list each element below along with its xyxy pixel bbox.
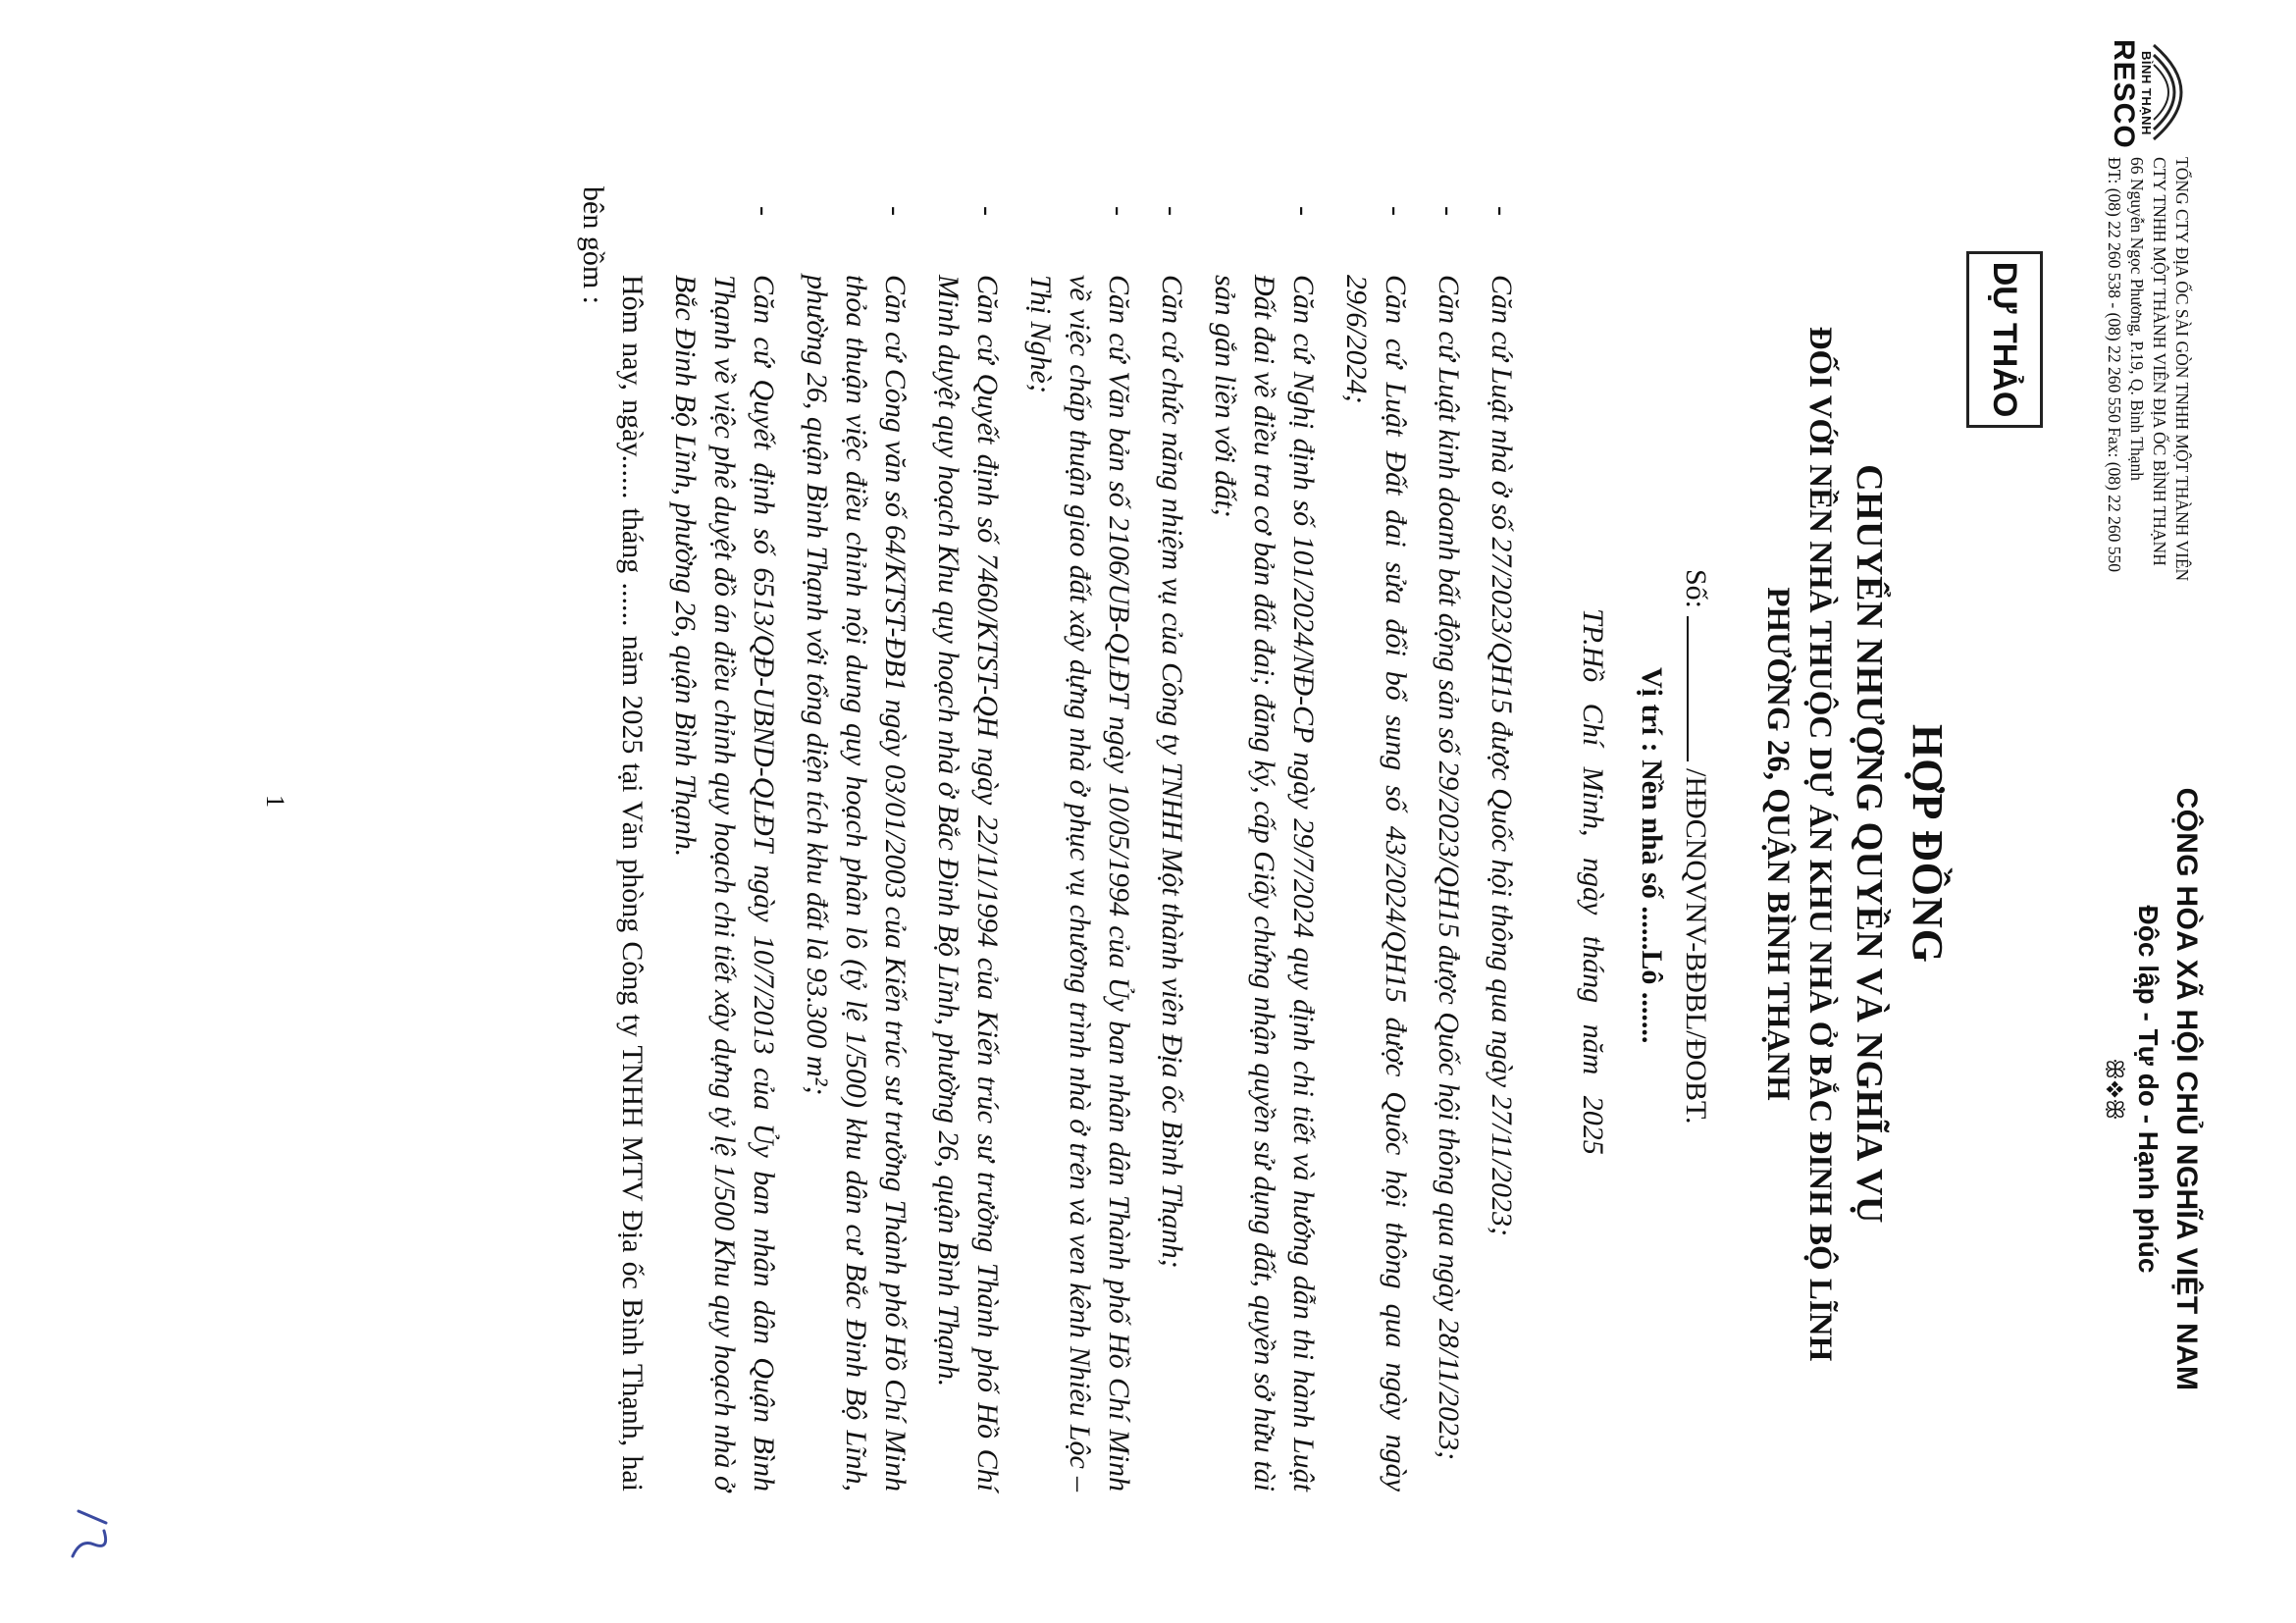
contract-number-suffix: /HĐCNQVNV-BĐBL/ĐOBT. bbox=[1680, 768, 1712, 1125]
basis-item: - Căn cứ Luật kinh doanh bất động sản số 29/2023/QH15 được Quốc hội thông qua ngày 28/11/2023; bbox=[1433, 206, 1465, 1461]
ornament-icon: ꕥ❖ꕥ bbox=[2101, 1058, 2126, 1121]
logo-small-text: BÌNH THẠNH bbox=[2139, 51, 2154, 135]
company-logo bbox=[2105, 39, 2203, 147]
company-name: CTY TNHH MỘT THÀNH VIÊN ĐỊA ỐC BÌNH THẠNH bbox=[2150, 157, 2169, 566]
city-date: TP.Hồ Chí Minh, ngày tháng năm 2025 bbox=[1577, 608, 1609, 1155]
basis-item: - Căn cứ Công văn số 64/KTST-ĐB1 ngày 03/01/2003 của Kiến trúc sư trưởng Thành phố Hồ Chí Minh thỏa thuận việc điều chỉnh nội dung quy hoạch phân lô (tỷ lệ 1/500) khu dân cư Bắc Đinh Bộ Lĩnh, phường 26, quận Bình Thạnh với tổng diện tích khu đất là 93.300 m²; bbox=[801, 206, 912, 1492]
logo-arch-icon bbox=[2150, 41, 2203, 143]
contract-number bbox=[1679, 569, 1712, 1125]
title-line-3: ĐỐI VỚI NỀN NHÀ THUỘC DỰ ÁN KHU NHÀ Ở BẮC ĐINH BỘ LĨNH bbox=[1802, 326, 1838, 1362]
draft-stamp: DỰ THẢO bbox=[1966, 251, 2043, 428]
basis-item: - Căn cứ Văn bản số 2106/UB-QLĐT ngày 10/05/1994 của Ủy ban nhân dân Thành phố Hồ Chí Minh về việc chấp thuận giao đất xây dựng nhà ở phục vụ chương trình nhà ở trên và ven kênh Nhiêu Lộc – Thị Nghè; bbox=[1024, 206, 1135, 1492]
basis-item: - Căn cứ Quyết định số 6513/QĐ-UBND-QLĐT ngày 10/7/2013 của Ủy ban nhân dân Quận Bình Thạnh về việc phê duyệt đồ án điều chỉnh quy hoạch chi tiết xây dựng tỷ lệ 1/500 Khu quy hoạch nhà ở Bắc Đinh Bộ Lĩnh, phường 26, quận Bình Thạnh. bbox=[669, 206, 780, 1492]
lot-location: Vị trí : Nền nhà số ......Lô ....... bbox=[1636, 667, 1668, 1044]
company-address: 66 Nguyễn Ngọc Phương, P.19, Q. Bình Thạnh bbox=[2127, 157, 2147, 482]
nation-name: CỘNG HÒA XÃ HỘI CHỦ NGHĨA VIỆT NAM bbox=[2170, 787, 2203, 1391]
company-contact: ĐT: (08) 22 260 538 - (08) 22 260 550 Fax: (08) 22 260 550 bbox=[2105, 157, 2124, 572]
contract-number-prefix: Số: bbox=[1680, 569, 1712, 609]
title-line-1: HỢP ĐỒNG bbox=[1904, 724, 1952, 964]
basis-item: - Căn cứ Quyết định số 7460/KTST-QH ngày 22/11/1994 của Kiến trúc sư trưởng Thành phố Hồ Chí Minh duyệt quy hoạch Khu quy hoạch nhà ở Bắc Đinh Bộ Lĩnh, phường 26, quận Bình Thạnh. bbox=[932, 206, 1004, 1492]
today-paragraph: Hôm nay, ngày...... tháng ...... năm 2025 tại Văn phòng Công ty TNHH MTV Địa ốc Bình Thạnh, hai bên gồm : bbox=[577, 186, 649, 1492]
basis-item: - Căn cứ chức năng nhiệm vụ của Công ty TNHH Một thành viên Địa ốc Bình Thạnh; bbox=[1156, 206, 1188, 1269]
contract-number-blank bbox=[1687, 616, 1712, 761]
basis-item: - Căn cứ Luật Đất đai sửa đổi bổ sung số 43/2024/QH15 được Quốc hội thông qua ngày ngày 29/6/2024; bbox=[1340, 206, 1412, 1492]
national-motto bbox=[2100, 785, 2203, 1393]
company-parent: TỔNG CTY ĐỊA ỐC SÀI GÒN TNHH MỘT THÀNH VIÊN bbox=[2172, 157, 2192, 582]
handwritten-mark-icon bbox=[59, 1501, 118, 1570]
contract-body bbox=[573, 186, 1521, 1492]
title-line-4: PHƯỜNG 26, QUẬN BÌNH THẠNH bbox=[1760, 587, 1796, 1101]
contract-title bbox=[1759, 255, 1953, 1433]
title-line-2: CHUYỂN NHƯỢNG QUYỀN VÀ NGHĨA VỤ bbox=[1849, 464, 1890, 1224]
logo-big-text: RESCO bbox=[2108, 39, 2140, 149]
basis-item: - Căn cứ Nghị định số 101/2024/NĐ-CP ngày 29/7/2024 quy định chi tiết và hướng dẫn thi hành Luật Đất đai về điều tra cơ bản đất đai; đăng ký, cấp Giấy chứng nhận quyền sử dụng đất, quyền sở hữu tài sản gắn liền với đất; bbox=[1209, 206, 1320, 1492]
nation-motto: Độc lập - Tự do - Hạnh phúc bbox=[2133, 905, 2164, 1274]
basis-item: - Căn cứ Luật nhà ở số 27/2023/QH15 được Quốc hội thông qua ngày 27/11/2023; bbox=[1486, 206, 1518, 1236]
page-number: 1 bbox=[261, 795, 289, 808]
company-info bbox=[2103, 157, 2193, 667]
